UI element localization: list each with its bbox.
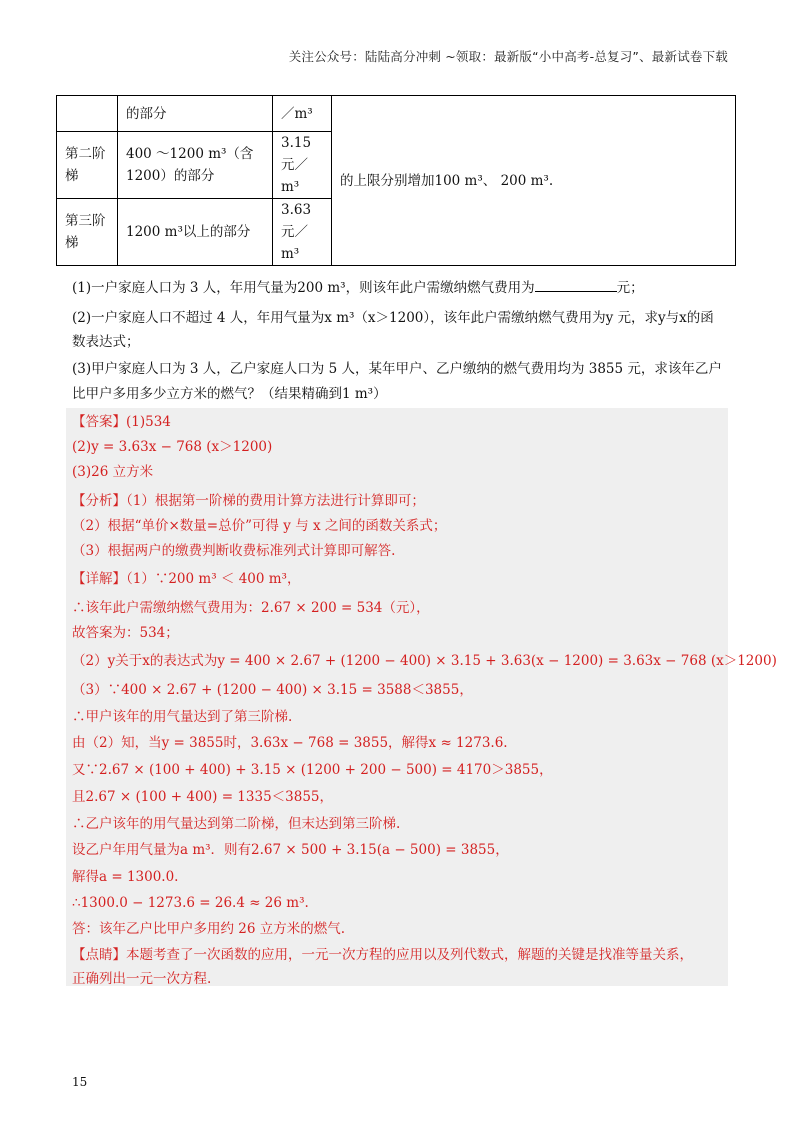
- table-cell: 3.15 元／m³: [273, 132, 332, 199]
- question-1-tail: 元；: [616, 280, 644, 296]
- table-cell: [57, 96, 118, 132]
- comment-line: 正确列出一元一次方程.: [72, 971, 212, 987]
- question-2-line-1: (2)一户家庭人口不超过 4 人，年用气量为x m³（x＞1200），该年此户需缴纳燃气费用为y 元，求y与x的函: [72, 310, 714, 326]
- answer-blank: [535, 277, 617, 292]
- table-cell: 3.63 元／m³: [273, 199, 332, 266]
- detail-line: ∴该年此户需缴纳燃气费用为：2.67 × 200 = 534（元），: [72, 600, 430, 616]
- detail-line: ∴乙户该年的用气量达到第二阶梯，但末达到第三阶梯.: [72, 816, 401, 832]
- detail-line: 由（2）知，当y = 3855时，3.63x − 768 = 3855，解得x ≈ 1273.6.: [72, 735, 508, 751]
- detail-line: 且2.67 × (100 + 400) = 1335＜3855，: [72, 789, 334, 805]
- question-3-line-1: (3)甲户家庭人口为 3 人，乙户家庭人口为 5 人，某年甲户、乙户缴纳的燃气费用均为 3855 元，求该年乙户: [72, 361, 722, 377]
- table-cell: 第二阶梯: [57, 132, 118, 199]
- question-1: [72, 277, 644, 299]
- detail-line: 设乙户年用气量为a m³．则有2.67 × 500 + 3.15(a − 500) = 3855，: [72, 842, 509, 858]
- detail-line: （3）∵400 × 2.67 + (1200 − 400) × 3.15 = 3588＜3855，: [72, 682, 473, 698]
- table-merged-cell: 的上限分别增加100 m³、 200 m³.: [332, 96, 736, 266]
- table-row: [57, 96, 736, 132]
- conclusion-line: 答：该年乙户比甲户多用约 26 立方米的燃气.: [72, 921, 346, 937]
- table-cell: 1200 m³以上的部分: [118, 199, 273, 266]
- answer-line: (3)26 立方米: [72, 464, 154, 480]
- detail-line: （2）y关于x的表达式为y = 400 × 2.67 + (1200 − 400) × 3.15 + 3.63(x − 1200) = 3.63x − 768 (x＞1200): [72, 653, 777, 669]
- detail-line: ∴甲户该年的用气量达到了第三阶梯.: [72, 709, 293, 725]
- price-table: [56, 95, 736, 266]
- answer-label: 【答案】(1)534: [72, 414, 171, 430]
- analysis-line: （2）根据“单价×数量=总价”可得 y 与 x 之间的函数关系式；: [72, 518, 447, 534]
- analysis-line: 【分析】（1）根据第一阶梯的费用计算方法进行计算即可；: [72, 493, 425, 509]
- answer-line: (2)y = 3.63x − 768 (x＞1200): [72, 439, 273, 455]
- detail-line: ∴1300.0 − 1273.6 = 26.4 ≈ 26 m³.: [72, 895, 309, 911]
- analysis-line: （3）根据两户的缴费判断收费标准列式计算即可解答.: [72, 543, 396, 559]
- page-number: 15: [72, 1075, 88, 1089]
- table-cell: 的部分: [118, 96, 273, 132]
- detail-line: 【详解】（1）∵200 m³ ＜ 400 m³，: [72, 571, 301, 587]
- question-2-line-2: 数表达式；: [72, 334, 140, 350]
- detail-line: 解得a = 1300.0.: [72, 869, 179, 885]
- comment-line: 【点睛】本题考查了一次函数的应用，一元一次方程的应用以及列代数式，解题的关键是找准等量关系，: [72, 947, 693, 963]
- table-cell: ／m³: [273, 96, 332, 132]
- table-cell: 第三阶梯: [57, 199, 118, 266]
- page-header: 关注公众号：陆陆高分冲刺 ~领取：最新版“小中高考-总复习”、最新试卷下载: [288, 49, 728, 64]
- detail-line: 故答案为：534；: [72, 625, 179, 641]
- table-cell: 400 ～1200 m³（含1200）的部分: [118, 132, 273, 199]
- detail-line: 又∵2.67 × (100 + 400) + 3.15 × (1200 + 200 − 500) = 4170＞3855，: [72, 762, 553, 778]
- question-3-line-2: 比甲户多用多少立方米的燃气？（结果精确到1 m³）: [72, 386, 387, 402]
- question-1-text: (1)一户家庭人口为 3 人，年用气量为200 m³，则该年此户需缴纳燃气费用为: [72, 280, 535, 296]
